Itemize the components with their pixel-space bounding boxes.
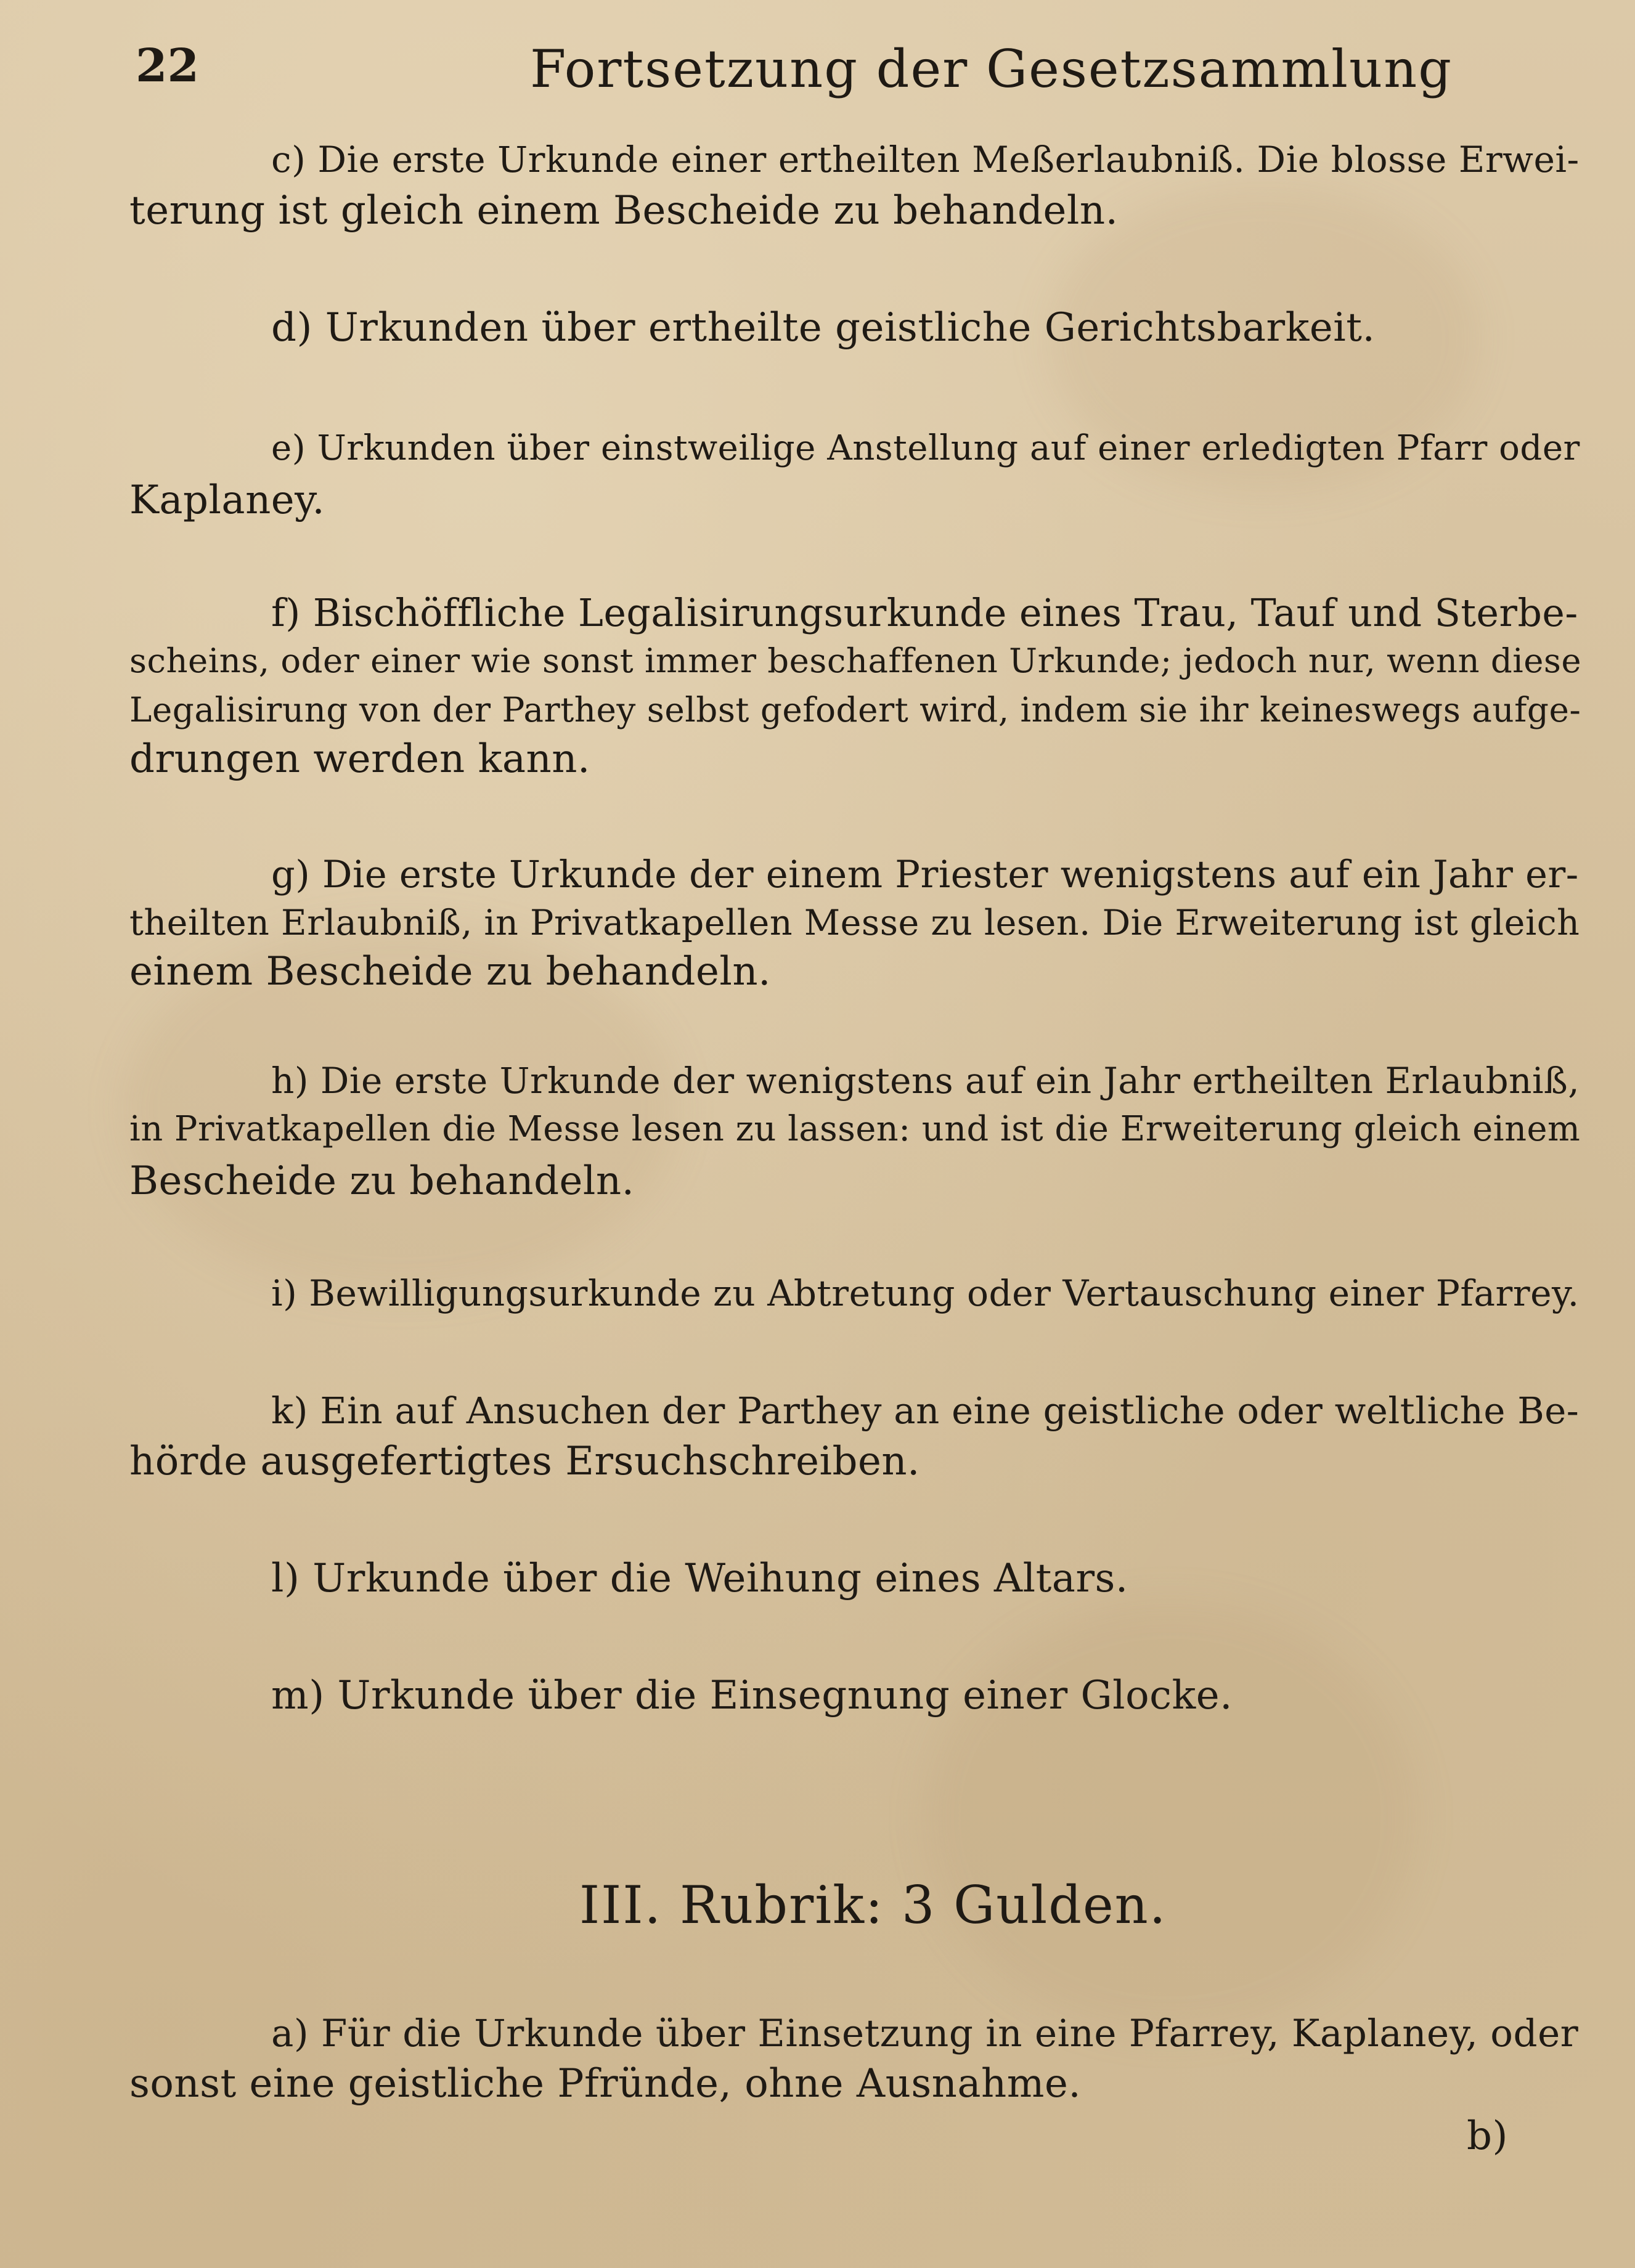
item-f-line-2: scheins, oder einer wie sonst immer beschaffenen Urkunde; jedoch nur, wenn diese bbox=[129, 641, 1582, 680]
rubric-item-a-line-2: sonst eine geistliche Pfründe, ohne Ausnahme. bbox=[129, 2061, 1082, 2107]
item-f-line-4: drungen werden kann. bbox=[129, 736, 590, 782]
item-d-line-1: d) Urkunden über ertheilte geistliche Gerichtsbarkeit. bbox=[271, 305, 1376, 351]
item-h-line-1: h) Die erste Urkunde der wenigstens auf ein Jahr ertheilten Erlaubniß, bbox=[271, 1060, 1580, 1102]
item-h-line-3: Bescheide zu behandeln. bbox=[129, 1158, 635, 1204]
item-k-line-2: hörde ausgefertigtes Ersuchschreiben. bbox=[129, 1439, 920, 1484]
paper-stain bbox=[924, 1602, 1417, 2033]
item-k-line-1: k) Ein auf Ansuchen der Parthey an eine geistliche oder weltliche Be- bbox=[271, 1389, 1580, 1432]
item-c-line-2: terung ist gleich einem Bescheide zu behandeln. bbox=[129, 188, 1119, 234]
item-e-line-1: e) Urkunden über einstweilige Anstellung auf einer erledigten Pfarr oder bbox=[271, 428, 1580, 468]
item-l-line-1: l) Urkunde über die Weihung eines Altars. bbox=[271, 1556, 1128, 1601]
rubric-item-a-line-1: a) Für die Urkunde über Einsetzung in eine Pfarrey, Kaplaney, oder bbox=[271, 2012, 1579, 2055]
item-g-line-3: einem Bescheide zu behandeln. bbox=[129, 949, 771, 994]
item-m-line-1: m) Urkunde über die Einsegnung einer Glocke. bbox=[271, 1673, 1233, 1718]
item-g-line-2: theilten Erlaubniß, in Privatkapellen Messe zu lesen. Die Erweiterung ist gleich bbox=[129, 903, 1580, 943]
catchword: b) bbox=[1467, 2113, 1508, 2159]
page-number: 22 bbox=[136, 39, 199, 92]
running-title: Fortsetzung der Gesetzsammlung bbox=[530, 39, 1453, 99]
item-i-line-1: i) Bewilligungsurkunde zu Abtretung oder Vertauschung einer Pfarrey. bbox=[271, 1272, 1580, 1314]
rubric-heading: III. Rubrik: 3 Gulden. bbox=[579, 1875, 1167, 1935]
item-g-line-1: g) Die erste Urkunde der einem Priester wenigstens auf ein Jahr er- bbox=[271, 853, 1579, 896]
item-f-line-1: f) Bischöffliche Legalisirungsurkunde eines Trau, Tauf und Sterbe- bbox=[271, 591, 1578, 635]
item-f-line-3: Legalisirung von der Parthey selbst gefodert wird, indem sie ihr keineswegs aufge- bbox=[129, 690, 1581, 730]
item-e-line-2: Kaplaney. bbox=[129, 478, 325, 523]
item-h-line-2: in Privatkapellen die Messe lesen zu lassen: und ist die Erweiterung gleich einem bbox=[129, 1109, 1581, 1149]
item-c-line-1: c) Die erste Urkunde einer ertheilten Meßerlaubniß. Die blosse Erwei- bbox=[271, 139, 1580, 181]
